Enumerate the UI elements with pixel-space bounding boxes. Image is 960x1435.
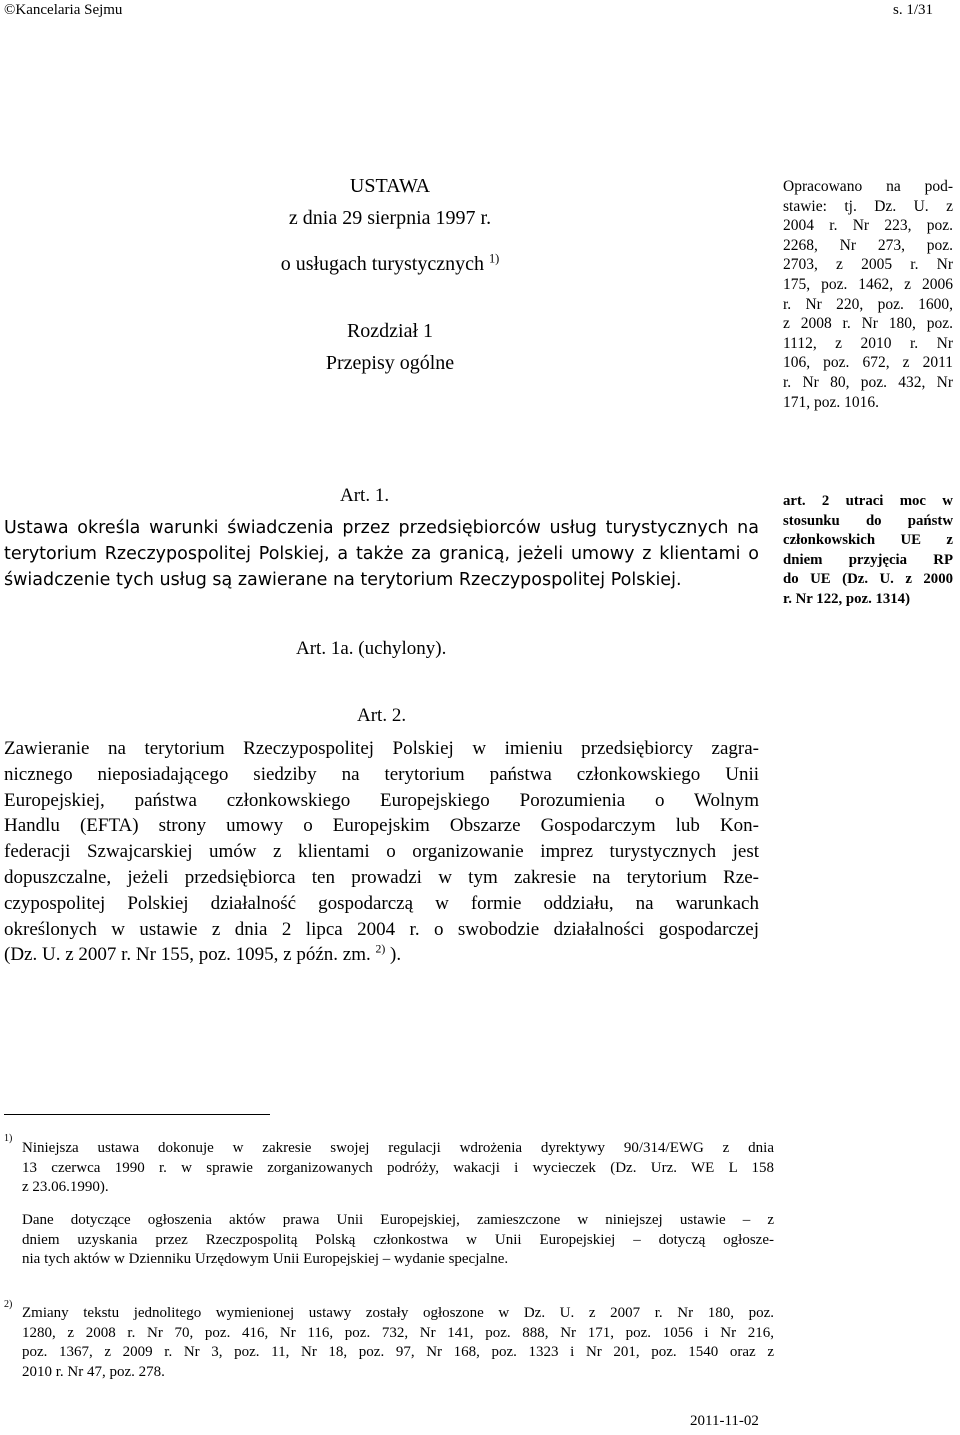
side-note-line: 2703, z 2005 r. Nr [783,256,953,274]
footnote-line: dniem uzyskania przez Rzeczpospolitą Polską członkostwa w Unii Europejskiej – dotyczą ogłosze- [22,1231,774,1248]
side-note-line: r. Nr 122, poz. 1314) [783,590,911,607]
side-note-line: Opracowano na pod- [783,178,953,195]
text-line: (Dz. U. z 2007 r. Nr 155, poz. 1095, z późn. zm. $^{2)}$ ). [4,943,402,966]
side-note-line: r. Nr 80, poz. 432, Nr [783,373,953,391]
footnote-line: z 23.06.1990). [22,1179,109,1195]
side-note-line: stosunku do państw [783,512,953,529]
text-line: Ustawa określa warunki świadczenia przez przedsiębiorców usług turystycznych na [4,518,759,538]
chapter-title: Przepisy ogólne [325,352,455,374]
side-note-line: 2004 r. Nr 223, poz. [783,217,953,235]
article-1-heading: Art. 1. [340,485,390,506]
side-note-line: 175, poz. 1462, z 2006 [783,275,953,293]
footnote-line: Zmiany tekstu jednolitego wymienionej ustawy zostały ogłoszone w Dz. U. z 2007 r. Nr 180, poz. [22,1305,774,1321]
text-line: federacji Szwajcarskiej umów z klientami o organizowanie imprez turystycznych jest [4,841,759,863]
header-page-number: s. 1/31 [893,2,934,18]
act-date: z dnia 29 sierpnia 1997 r. [288,207,492,229]
footnote-2 [22,1304,774,1382]
act-title: o usługach turystycznych $^{1)}$ [280,251,500,275]
footnote-line: 1280, z 2008 r. Nr 70, poz. 416, Nr 116, poz. 732, Nr 141, poz. 888, Nr 171, poz. 1056 i Nr 216, [22,1324,774,1341]
footnote-1-marker: 1) [4,1133,13,1144]
side-note-line: 171, poz. 1016. [783,393,880,411]
footnote-line: nia tych aktów w Dzienniku Urzędowym Unii Europejskiej – wydanie specjalne. [22,1251,509,1267]
text-line: Europejskiej, państwa członkowskiego Europejskiego Porozumienia o Wolnym [4,789,759,811]
footnote-1 [22,1139,774,1198]
text-line: dopuszczalne, jeżeli przedsiębiorca ten prowadzi w tym zakresie na terytorium Rze- [4,866,759,888]
side-note-line: członkowskich UE z [783,532,953,549]
text-line: nicznego nieposiadającego siedziby na terytorium państwa członkowskiego Unii [4,763,759,785]
footer-date: 2011-11-02 [690,1413,759,1429]
side-note-line: art. 2 utraci moc w [783,493,953,509]
footnote-2-marker: 2) [4,1299,13,1310]
footnote-line: Dane dotyczące ogłoszenia aktów prawa Unii Europejskiej, zamieszczone w niniejszej ustawie – z [22,1212,774,1228]
title-block [230,170,550,379]
article-1a [296,638,446,660]
article-2-heading: Art. 2. [357,705,407,726]
side-note-line: 2268, Nr 273, poz. [783,236,953,254]
side-note-line: 106, poz. 672, z 2011 [783,354,953,372]
header-source-link[interactable]: ©Kancelaria Sejmu [4,2,123,18]
article-1a-heading: Art. 1a. [296,638,354,659]
chapter-number: Rozdział 1 [346,320,434,342]
footnote-line: Niniejsza ustawa dokonuje w zakresie swojej regulacji wdrożenia dyrektywy 90/314/EWG z dnia [22,1140,774,1156]
article-2-text [4,736,759,968]
footnote-1-continuation [22,1211,774,1270]
text-line: określonych w ustawie z dnia 2 lipca 2004 r. o swobodzie działalności gospodarczej [4,918,759,940]
side-note-line: dniem przyjęcia RP [783,551,953,568]
text-line: Zawieranie na terytorium Rzeczypospolitej Polskiej w imieniu przedsiębiorcy zagra- [4,738,759,759]
text-line: czypospolitej Polskiej działalność gospodarczą w formie oddziału, na warunkach [4,892,759,914]
act-type: USTAWA [349,175,431,197]
side-note-source [783,177,953,412]
text-line: świadczenie tych usług są zawierane na terytorium Rzeczypospolitej Polskiej. [4,569,682,590]
side-note-line: r. Nr 220, poz. 1600, [783,295,953,313]
text-line: terytorium Rzeczypospolitej Polskiej, a także za granicą, jeżeli umowy z klientami o [4,543,759,564]
side-note-line: 1112, z 2010 r. Nr [783,334,953,352]
article-1a-text: (uchylony). [353,638,447,659]
article-1-text [4,516,759,593]
footnote-line: poz. 1367, z 2009 r. Nr 3, poz. 11, Nr 18, poz. 97, Nr 168, poz. 1323 i Nr 201, poz. 1540 oraz z [22,1344,774,1360]
footnote-line: 2010 r. Nr 47, poz. 278. [22,1363,165,1380]
side-note-line: stawie: tj. Dz. U. z [783,197,953,215]
footnote-line: 13 czerwca 1990 r. w sprawie zorganizowanych podróży, wakacji i wycieczek (Dz. Urz. WE L 158 [22,1159,774,1176]
side-note-line: do UE (Dz. U. z 2000 [783,571,953,588]
footnote-ref-2[interactable]: 2) [375,943,386,957]
side-note-line: z 2008 r. Nr 180, poz. [783,315,953,333]
footnote-ref-1[interactable]: 1) [488,251,500,266]
footnote-separator [4,1114,270,1115]
side-note-art2 [783,492,953,610]
text-line: Handlu (EFTA) strony umowy o Europejskim Obszarze Gospodarczym lub Kon- [4,815,759,837]
